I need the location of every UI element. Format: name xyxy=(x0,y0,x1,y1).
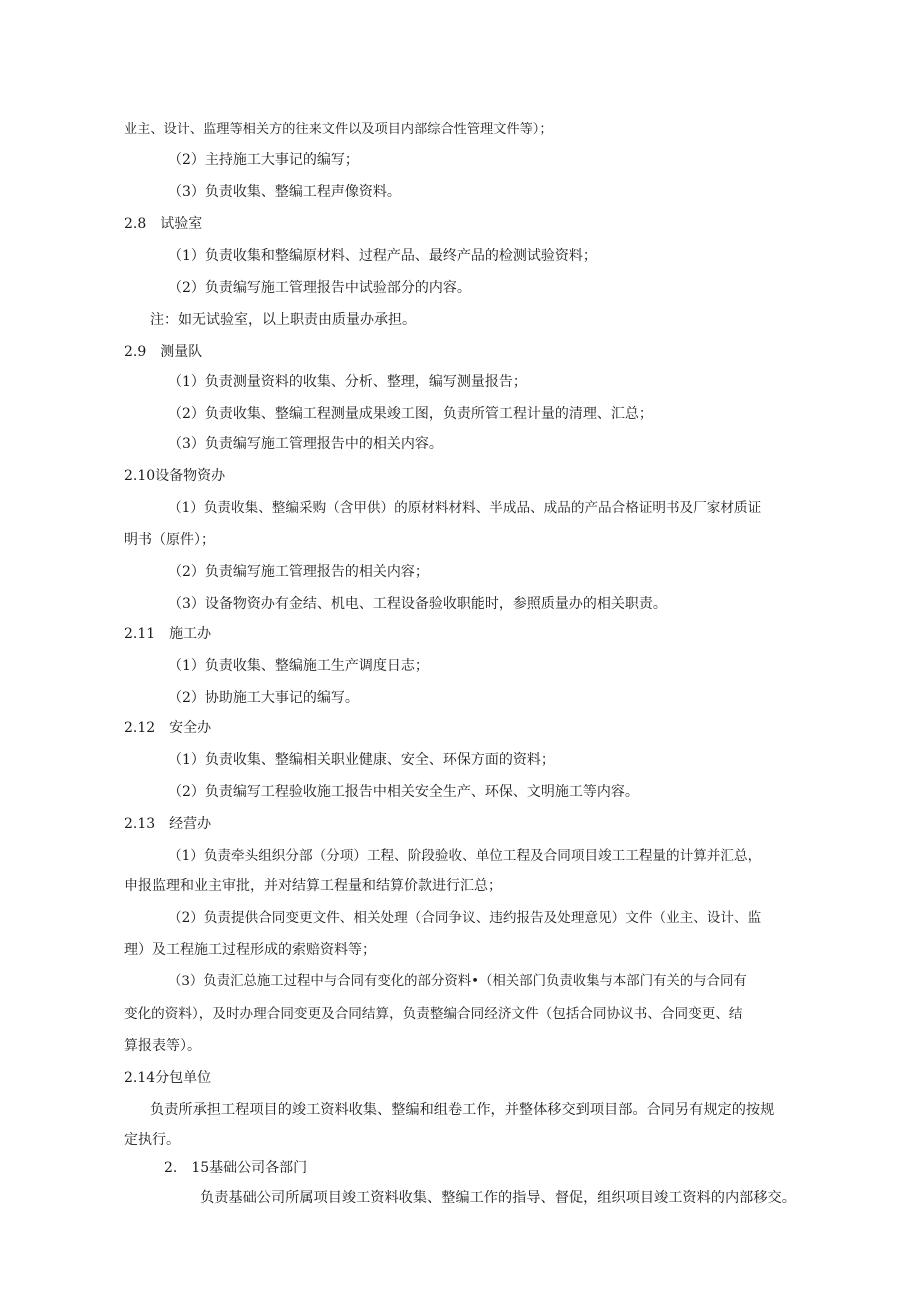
paragraph-line: （2）主持施工大事记的编写； xyxy=(168,152,359,168)
paragraph-line: 负责基础公司所属项目竣工资料收集、整编工作的指导、督促，组织项目竣工资料的内部移交。 xyxy=(200,1190,796,1206)
paragraph-line: 定执行。 xyxy=(124,1132,180,1148)
paragraph-line: 变化的资料），及时办理合同变更及合同结算，负责整编合同经济文件（包括合同协议书、合同变更、结 xyxy=(124,1006,743,1022)
paragraph-line: （1）负责测量资料的收集、分析、整理，编写测量报告； xyxy=(168,374,527,390)
paragraph-line: （3）负责收集、整编工程声像资料。 xyxy=(168,184,401,200)
paragraph-line: （2）负责编写施工管理报告中试验部分的内容。 xyxy=(168,280,471,296)
section-heading: 2.10设备物资办 xyxy=(124,468,226,484)
paragraph-line: 申报监理和业主审批，并对结算工程量和结算价款进行汇总； xyxy=(124,878,502,894)
paragraph-line: （1）负责收集、整编相关职业健康、安全、环保方面的资料； xyxy=(168,752,555,768)
paragraph-line: （3）负责汇总施工过程中与合同有变化的部分资料•（相关部门负责收集与本部门有关的与合同有 xyxy=(168,974,747,989)
paragraph-line: （3）设备物资办有金结、机电、工程设备验收职能时，参照质量办的相关职责。 xyxy=(168,596,667,612)
paragraph-line: 负责所承担工程项目的竣工资料收集、整编和组卷工作，并整体移交到项目部。合同另有规定的按规 xyxy=(150,1102,775,1118)
paragraph-line: （1）负责收集、整编施工生产调度日志； xyxy=(168,658,429,674)
paragraph-line: （2）负责编写施工管理报告的相关内容； xyxy=(168,564,429,580)
paragraph-line: 明书（原件）； xyxy=(124,532,215,548)
paragraph-line: （1）负责收集和整编原材料、过程产品、最终产品的检测试验资料； xyxy=(168,248,597,264)
paragraph-line: （2）负责提供合同变更文件、相关处理（合同争议、违约报告及处理意见）文件（业主、设计、监 xyxy=(168,910,762,926)
paragraph-line: （1）负责收集、整编采购（含甲供）的原材料材料、半成品、成品的产品合格证明书及厂家材质证 xyxy=(168,500,762,516)
section-heading: 2.14分包单位 xyxy=(124,1070,212,1086)
section-heading: 2.12 安全办 xyxy=(124,720,212,736)
paragraph-line: 算报表等）。 xyxy=(124,1038,201,1054)
paragraph-line: （2）负责编写工程验收施工报告中相关安全生产、环保、文明施工等内容。 xyxy=(168,784,639,800)
section-heading: 2.8 试验室 xyxy=(124,216,203,232)
paragraph-line: 理）及工程施工过程形成的索赔资料等； xyxy=(124,942,376,958)
note-line: 注：如无试验室，以上职责由质量办承担。 xyxy=(150,312,416,328)
section-heading: 2.13 经营办 xyxy=(124,816,212,832)
paragraph-line: （2）协助施工大事记的编写。 xyxy=(168,690,359,706)
section-heading: 2. 15基础公司各部门 xyxy=(164,1160,308,1176)
paragraph-line: （2）负责收集、整编工程测量成果竣工图，负责所管工程计量的清理、汇总； xyxy=(168,406,653,422)
paragraph-line: 业主、设计、监理等相关方的往来文件以及项目内部综合性管理文件等）； xyxy=(124,122,553,137)
paragraph-line: （3）负责编写施工管理报告中的相关内容。 xyxy=(168,436,443,452)
section-heading: 2.9 测量队 xyxy=(124,344,203,360)
section-heading: 2.11 施工办 xyxy=(124,626,212,642)
paragraph-line: （1）负责牵头组织分部（分项）工程、阶段验收、单位工程及合同项目竣工工程量的计算并汇总， xyxy=(168,848,762,864)
